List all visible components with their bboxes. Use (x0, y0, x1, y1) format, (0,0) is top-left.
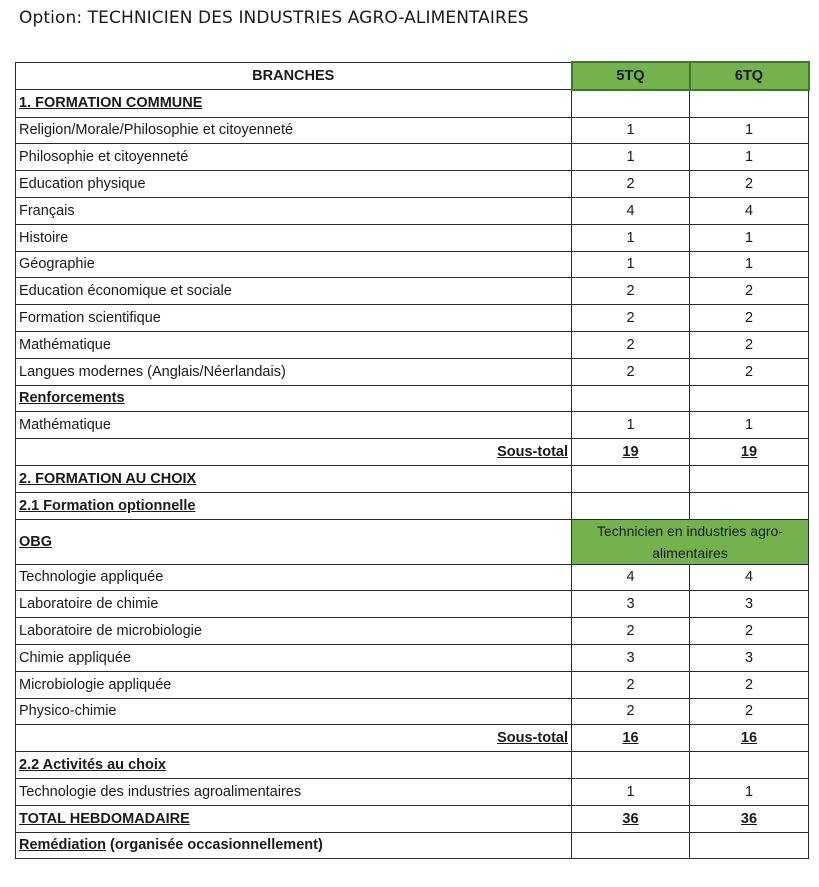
reinforcement-label: Renforcements (16, 385, 572, 412)
subject-name: Formation scientifique (16, 305, 572, 332)
hours-6tq: 2 (690, 618, 809, 645)
subject-name: Mathématique (16, 331, 572, 358)
subtotal-row (16, 725, 809, 752)
hours-5tq: 1 (572, 144, 690, 171)
subtotal-label: Sous-total (16, 439, 572, 466)
hours-6tq: 2 (690, 358, 809, 385)
hours-5tq: 1 (572, 251, 690, 278)
common-rows (16, 117, 809, 385)
hours-5tq: 3 (572, 591, 690, 618)
hours-5tq: 2 (572, 698, 690, 725)
hours-5tq: 2 (572, 305, 690, 332)
hours-6tq: 1 (690, 224, 809, 251)
hours-6tq: 1 (690, 251, 809, 278)
hours-5tq: 2 (572, 358, 690, 385)
subject-name: Laboratoire de chimie (16, 591, 572, 618)
table-row (16, 251, 809, 278)
curriculum-table (15, 61, 810, 859)
subject-name: Education économique et sociale (16, 278, 572, 305)
subject-name: Physico-chimie (16, 698, 572, 725)
hours-6tq: 1 (690, 117, 809, 144)
subject-name: Mathématique (16, 412, 572, 439)
section-optional-row (16, 492, 809, 519)
subject-name: Géographie (16, 251, 572, 278)
hours-6tq: 2 (690, 305, 809, 332)
hours-6tq: 2 (690, 671, 809, 698)
subject-name: Laboratoire de microbiologie (16, 618, 572, 645)
section-optional-label: 2.1 Formation optionnelle (16, 492, 572, 519)
col-5tq-header: 5TQ (572, 62, 690, 90)
subject-name: Education physique (16, 171, 572, 198)
table-row (16, 197, 809, 224)
subject-name: Français (16, 197, 572, 224)
hours-6tq: 3 (690, 591, 809, 618)
subject-name: Technologie appliquée (16, 564, 572, 591)
hours-6tq: 2 (690, 278, 809, 305)
hours-5tq: 1 (572, 224, 690, 251)
col-6tq-header: 6TQ (690, 62, 809, 90)
subject-name: Chimie appliquée (16, 644, 572, 671)
table-row (16, 171, 809, 198)
table-row (16, 644, 809, 671)
subject-name: Philosophie et citoyenneté (16, 144, 572, 171)
subtotal-6tq: 19 (690, 439, 809, 466)
subtotal-6tq: 16 (690, 725, 809, 752)
hours-5tq: 2 (572, 171, 690, 198)
section-activities-label: 2.2 Activités au choix (16, 752, 572, 779)
hours-6tq: 2 (690, 171, 809, 198)
hours-6tq: 2 (690, 698, 809, 725)
table-row (16, 117, 809, 144)
section-common-row (16, 90, 809, 117)
table-row (16, 591, 809, 618)
hours-6tq: 3 (690, 644, 809, 671)
table-row (16, 412, 809, 439)
option-name-cell: Technicien en industries agro-alimentaires (572, 519, 809, 564)
section-common-label: 1. FORMATION COMMUNE (16, 90, 572, 117)
subtotal-row (16, 439, 809, 466)
subject-name: Religion/Morale/Philosophie et citoyenneté (16, 117, 572, 144)
hours-5tq: 4 (572, 564, 690, 591)
hours-6tq: 1 (690, 778, 809, 805)
remediation-cell (16, 832, 572, 859)
subject-name: Langues modernes (Anglais/Néerlandais) (16, 358, 572, 385)
hours-6tq: 1 (690, 144, 809, 171)
hours-6tq: 4 (690, 197, 809, 224)
total-label: TOTAL HEBDOMADAIRE (16, 805, 572, 832)
header-row (16, 62, 809, 90)
section-activities-row (16, 752, 809, 779)
subtotal-5tq: 16 (572, 725, 690, 752)
table-row (16, 331, 809, 358)
total-6tq: 36 (690, 805, 809, 832)
section-choice-row (16, 465, 809, 492)
subject-name: Histoire (16, 224, 572, 251)
subtotal-5tq: 19 (572, 439, 690, 466)
remediation-label: Remédiation (19, 837, 107, 854)
table-row (16, 618, 809, 645)
hours-6tq: 4 (690, 564, 809, 591)
table-row (16, 698, 809, 725)
hours-6tq: 1 (690, 412, 809, 439)
reinforcement-header-row (16, 385, 809, 412)
obg-label: OBG (16, 519, 572, 564)
hours-5tq: 2 (572, 278, 690, 305)
remediation-row (16, 832, 809, 859)
hours-5tq: 3 (572, 644, 690, 671)
subtotal-label: Sous-total (16, 725, 572, 752)
hours-5tq: 4 (572, 197, 690, 224)
total-5tq: 36 (572, 805, 690, 832)
branches-header: BRANCHES (16, 62, 572, 90)
table-row (16, 564, 809, 591)
total-row (16, 805, 809, 832)
subject-name: Technologie des industries agroalimentaires (16, 778, 572, 805)
hours-5tq: 1 (572, 778, 690, 805)
obg-row (16, 519, 809, 564)
table-row (16, 278, 809, 305)
option-rows (16, 564, 809, 725)
hours-5tq: 1 (572, 412, 690, 439)
table-row (16, 778, 809, 805)
hours-6tq: 2 (690, 331, 809, 358)
hours-5tq: 2 (572, 331, 690, 358)
subject-name: Microbiologie appliquée (16, 671, 572, 698)
table-row (16, 144, 809, 171)
table-row (16, 358, 809, 385)
remediation-note: (organisée occasionnellement) (106, 837, 323, 854)
page-title: Option: TECHNICIEN DES INDUSTRIES AGRO-ALIMENTAIRES (19, 8, 529, 28)
hours-5tq: 2 (572, 671, 690, 698)
table-row (16, 305, 809, 332)
table-row (16, 671, 809, 698)
section-choice-label: 2. FORMATION AU CHOIX (16, 465, 572, 492)
hours-5tq: 2 (572, 618, 690, 645)
table-row (16, 224, 809, 251)
hours-5tq: 1 (572, 117, 690, 144)
